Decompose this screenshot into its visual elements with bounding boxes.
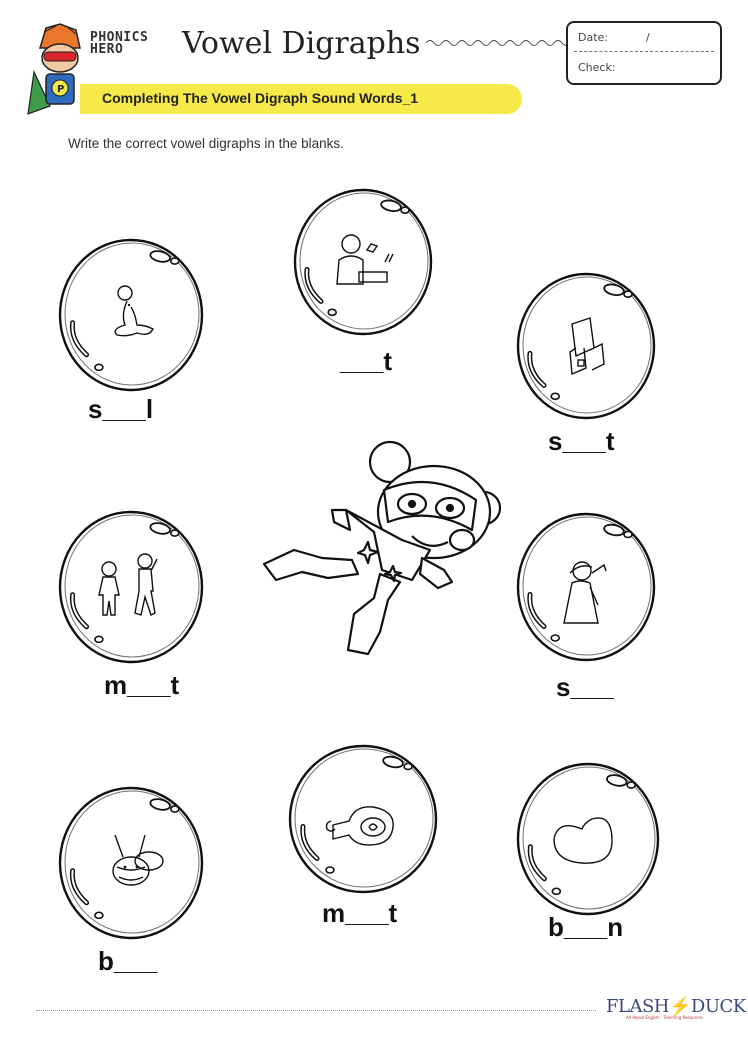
check-label: Check: [578, 61, 616, 74]
picture-bubble [58, 238, 204, 392]
flashduck-logo [606, 996, 746, 1020]
instruction-text: Write the correct vowel digraphs in the blanks. [68, 136, 344, 151]
svg-text:P: P [57, 84, 65, 95]
brand-line1: PHONICS [90, 30, 149, 45]
answer-word: ___t [340, 346, 393, 376]
picture-bubble [288, 744, 438, 894]
brand-line2: HERO [90, 42, 124, 57]
picture-bubble [58, 510, 204, 664]
answer-word: m___t [322, 898, 398, 928]
answer-word: b___n [548, 912, 624, 942]
picture-bubble [516, 272, 656, 420]
picture-bubble [293, 188, 433, 336]
answer-word: s___ [556, 672, 614, 702]
wavy-divider [426, 36, 568, 50]
logo-left: FLASH [606, 996, 669, 1017]
page-title: Vowel Digraphs [182, 26, 421, 61]
answer-word: s___l [88, 394, 154, 424]
footer-divider [36, 1010, 596, 1011]
subtitle-text: Completing The Vowel Digraph Sound Words_1 [102, 90, 419, 106]
picture-bubble [516, 762, 660, 916]
answer-word: s___t [548, 426, 615, 456]
answer-word: m___t [104, 670, 180, 700]
date-label: Date: [578, 31, 608, 44]
date-check-box [566, 21, 722, 85]
answer-word: b___ [98, 946, 158, 976]
logo-right: DUCK [690, 996, 746, 1017]
lightning-icon: ⚡ [668, 996, 691, 1017]
bear-superhero-swimming-icon [262, 440, 502, 660]
subtitle-banner [80, 84, 522, 114]
date-separator: / [646, 31, 650, 44]
picture-bubble [58, 786, 204, 940]
logo-tagline: All About English · Teaching Resources [626, 1015, 703, 1020]
picture-bubble [516, 512, 656, 662]
phonics-hero-brand [90, 32, 148, 56]
